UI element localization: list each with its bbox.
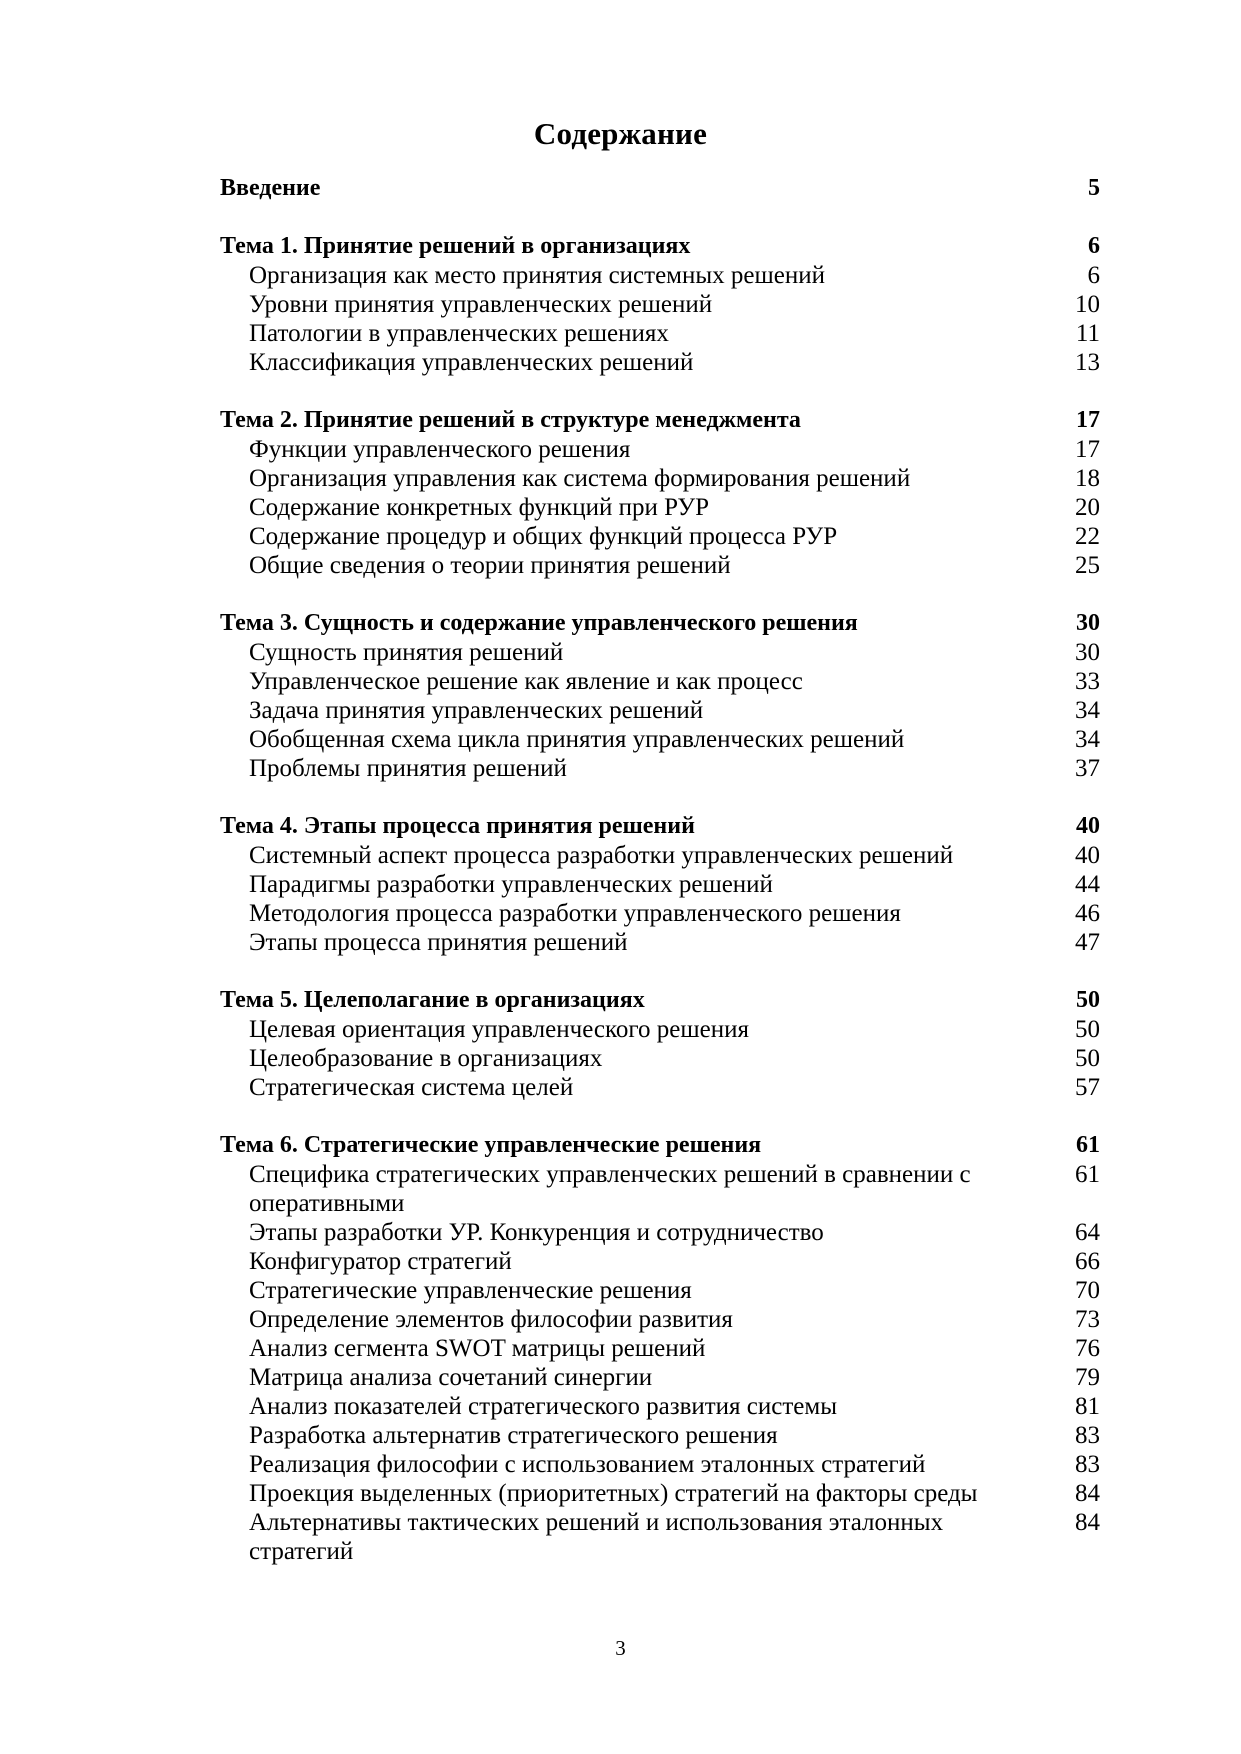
toc-page-number: 40 <box>1076 813 1100 839</box>
toc-page-number: 18 <box>1075 465 1100 492</box>
toc-item-label: Парадигмы разработки управленческих решений <box>249 871 773 898</box>
toc-item[interactable] <box>220 1334 1100 1363</box>
toc-item-label: Целеобразование в организациях <box>249 1045 603 1072</box>
toc-item[interactable] <box>220 899 1100 928</box>
toc-item[interactable] <box>220 522 1100 551</box>
toc-item[interactable] <box>220 319 1100 348</box>
toc-item-label: Стратегическая система целей <box>249 1074 574 1101</box>
toc-item[interactable] <box>220 638 1100 667</box>
toc-item-label: Этапы разработки УР. Конкуренция и сотрудничество <box>249 1219 824 1246</box>
toc-page-number: 47 <box>1075 929 1100 956</box>
toc-item[interactable] <box>220 1073 1100 1102</box>
toc-page-number: 61 <box>1076 1132 1100 1158</box>
toc-item-label <box>249 1160 1020 1218</box>
toc-item-label: Организация управления как система формирования решений <box>249 465 911 492</box>
toc-item-label <box>249 1508 1020 1566</box>
toc-page-number: 84 <box>1075 1509 1100 1536</box>
toc-item-label: Проекция выделенных (приоритетных) стратегий на факторы среды <box>249 1480 978 1507</box>
toc-item[interactable] <box>220 1218 1100 1247</box>
toc-page-number: 13 <box>1075 349 1100 376</box>
toc-item[interactable] <box>220 928 1100 957</box>
toc-item[interactable] <box>220 464 1100 493</box>
toc-page-number: 30 <box>1076 610 1100 636</box>
toc-page-number: 30 <box>1075 639 1100 666</box>
toc-page-number: 5 <box>1088 175 1100 201</box>
toc-page-number: 50 <box>1075 1016 1100 1043</box>
toc-item-label: Уровни принятия управленческих решений <box>249 291 713 318</box>
toc-item[interactable] <box>220 1421 1100 1450</box>
toc-page-number: 46 <box>1075 900 1100 927</box>
toc-section-heading[interactable] <box>220 232 1100 261</box>
toc-heading-label: Тема 2. Принятие решений в структуре менеджмента <box>220 407 801 433</box>
toc-page-number: 17 <box>1076 407 1100 433</box>
toc-intro[interactable] <box>220 174 1100 203</box>
toc-item[interactable] <box>220 1247 1100 1276</box>
toc-item[interactable] <box>220 841 1100 870</box>
toc-item-label: Задача принятия управленческих решений <box>249 697 704 724</box>
toc-item[interactable] <box>220 348 1100 377</box>
toc-item-label: Методология процесса разработки управленческого решения <box>249 900 901 927</box>
toc-item-label: Функции управленческого решения <box>249 436 631 463</box>
toc-item[interactable] <box>220 1044 1100 1073</box>
toc-heading-label: Тема 4. Этапы процесса принятия решений <box>220 813 695 839</box>
toc-heading-label: Тема 1. Принятие решений в организациях <box>220 233 691 259</box>
toc-item[interactable] <box>220 754 1100 783</box>
toc-section-heading[interactable] <box>220 609 1100 638</box>
toc-item-label: Содержание процедур и общих функций процесса РУР <box>249 523 838 550</box>
toc-item[interactable] <box>220 1363 1100 1392</box>
toc-page-number: 37 <box>1075 755 1100 782</box>
toc-page-number: 57 <box>1075 1074 1100 1101</box>
toc-page-number: 66 <box>1075 1248 1100 1275</box>
toc-page-number: 83 <box>1075 1422 1100 1449</box>
toc-item-label: Классификация управленческих решений <box>249 349 694 376</box>
toc-item-label: Содержание конкретных функций при РУР <box>249 494 709 521</box>
toc-page-number: 6 <box>1087 262 1100 289</box>
toc-item-label-line: Специфика стратегических управленческих решений в сравнении с <box>249 1161 971 1188</box>
toc-item[interactable] <box>220 1305 1100 1334</box>
page-number: 3 <box>615 1636 626 1660</box>
toc-page-number: 79 <box>1075 1364 1100 1391</box>
toc-page-number: 22 <box>1075 523 1100 550</box>
toc-item-label: Патологии в управленческих решениях <box>249 320 669 347</box>
toc-page-number: 76 <box>1075 1335 1100 1362</box>
toc-heading-label: Тема 6. Стратегические управленческие решения <box>220 1132 762 1158</box>
toc-item-label: Управленческое решение как явление и как процесс <box>249 668 803 695</box>
toc-heading-label: Тема 3. Сущность и содержание управленческого решения <box>220 610 858 636</box>
toc-page-number: 6 <box>1088 233 1100 259</box>
toc-item-label: Стратегические управленческие решения <box>249 1277 692 1304</box>
toc-item-label: Этапы процесса принятия решений <box>249 929 628 956</box>
toc-page-number: 10 <box>1075 291 1100 318</box>
toc-item-label: Матрица анализа сочетаний синергии <box>249 1364 653 1391</box>
table-of-contents <box>220 174 1100 1566</box>
toc-item-label: Целевая ориентация управленческого решения <box>249 1016 749 1043</box>
toc-section-heading[interactable] <box>220 986 1100 1015</box>
toc-heading-label: Введение <box>220 175 321 201</box>
toc-item-label: Определение элементов философии развития <box>249 1306 733 1333</box>
toc-item[interactable] <box>220 870 1100 899</box>
toc-page-number: 20 <box>1075 494 1100 521</box>
toc-item-label: Системный аспект процесса разработки управленческих решений <box>249 842 954 869</box>
toc-item[interactable] <box>220 725 1100 754</box>
toc-item[interactable] <box>220 290 1100 319</box>
toc-section-heading[interactable] <box>220 406 1100 435</box>
toc-item-label: Общие сведения о теории принятия решений <box>249 552 731 579</box>
toc-item-label: Проблемы принятия решений <box>249 755 567 782</box>
toc-page-number: 40 <box>1075 842 1100 869</box>
toc-page-number: 34 <box>1075 697 1100 724</box>
toc-item[interactable] <box>220 1508 1100 1566</box>
toc-page-number: 64 <box>1075 1219 1100 1246</box>
toc-page-number: 61 <box>1075 1161 1100 1188</box>
toc-item[interactable] <box>220 493 1100 522</box>
toc-page-number: 50 <box>1076 987 1100 1013</box>
toc-page-number: 83 <box>1075 1451 1100 1478</box>
toc-item-label: Обобщенная схема цикла принятия управленческих решений <box>249 726 905 753</box>
toc-item[interactable] <box>220 1015 1100 1044</box>
page-title: Содержание <box>533 116 708 151</box>
toc-item[interactable] <box>220 261 1100 290</box>
toc-item[interactable] <box>220 1160 1100 1218</box>
toc-page-number: 11 <box>1075 320 1100 347</box>
toc-item-label: Реализация философии с использованием эталонных стратегий <box>249 1451 926 1478</box>
toc-page-number: 33 <box>1075 668 1100 695</box>
toc-section-heading[interactable] <box>220 812 1100 841</box>
toc-page-number: 81 <box>1075 1393 1100 1420</box>
toc-item-label-continuation: стратегий <box>249 1538 354 1565</box>
toc-item-label: Разработка альтернатив стратегического решения <box>249 1422 778 1449</box>
toc-item[interactable] <box>220 551 1100 580</box>
toc-item[interactable] <box>220 435 1100 464</box>
toc-item[interactable] <box>220 1479 1100 1508</box>
toc-page-number: 50 <box>1075 1045 1100 1072</box>
toc-page-number: 70 <box>1075 1277 1100 1304</box>
toc-page-number: 17 <box>1075 436 1100 463</box>
toc-item-label: Конфигуратор стратегий <box>249 1248 512 1275</box>
toc-item[interactable] <box>220 696 1100 725</box>
toc-item-label-continuation: оперативными <box>249 1190 405 1217</box>
toc-page-number: 73 <box>1075 1306 1100 1333</box>
toc-page-number: 84 <box>1075 1480 1100 1507</box>
toc-item[interactable] <box>220 667 1100 696</box>
toc-page-number: 44 <box>1075 871 1100 898</box>
toc-page-number: 25 <box>1075 552 1100 579</box>
toc-item-label: Сущность принятия решений <box>249 639 564 666</box>
toc-item-label: Организация как место принятия системных решений <box>249 262 825 289</box>
toc-item-label: Анализ показателей стратегического развития системы <box>249 1393 838 1420</box>
toc-item-label: Анализ сегмента SWOT матрицы решений <box>249 1335 706 1362</box>
toc-section-heading[interactable] <box>220 1131 1100 1160</box>
toc-page-number: 34 <box>1075 726 1100 753</box>
toc-item[interactable] <box>220 1276 1100 1305</box>
toc-item[interactable] <box>220 1392 1100 1421</box>
toc-item[interactable] <box>220 1450 1100 1479</box>
toc-heading-label: Тема 5. Целеполагание в организациях <box>220 987 645 1013</box>
toc-item-label-line: Альтернативы тактических решений и использования эталонных <box>249 1509 944 1536</box>
